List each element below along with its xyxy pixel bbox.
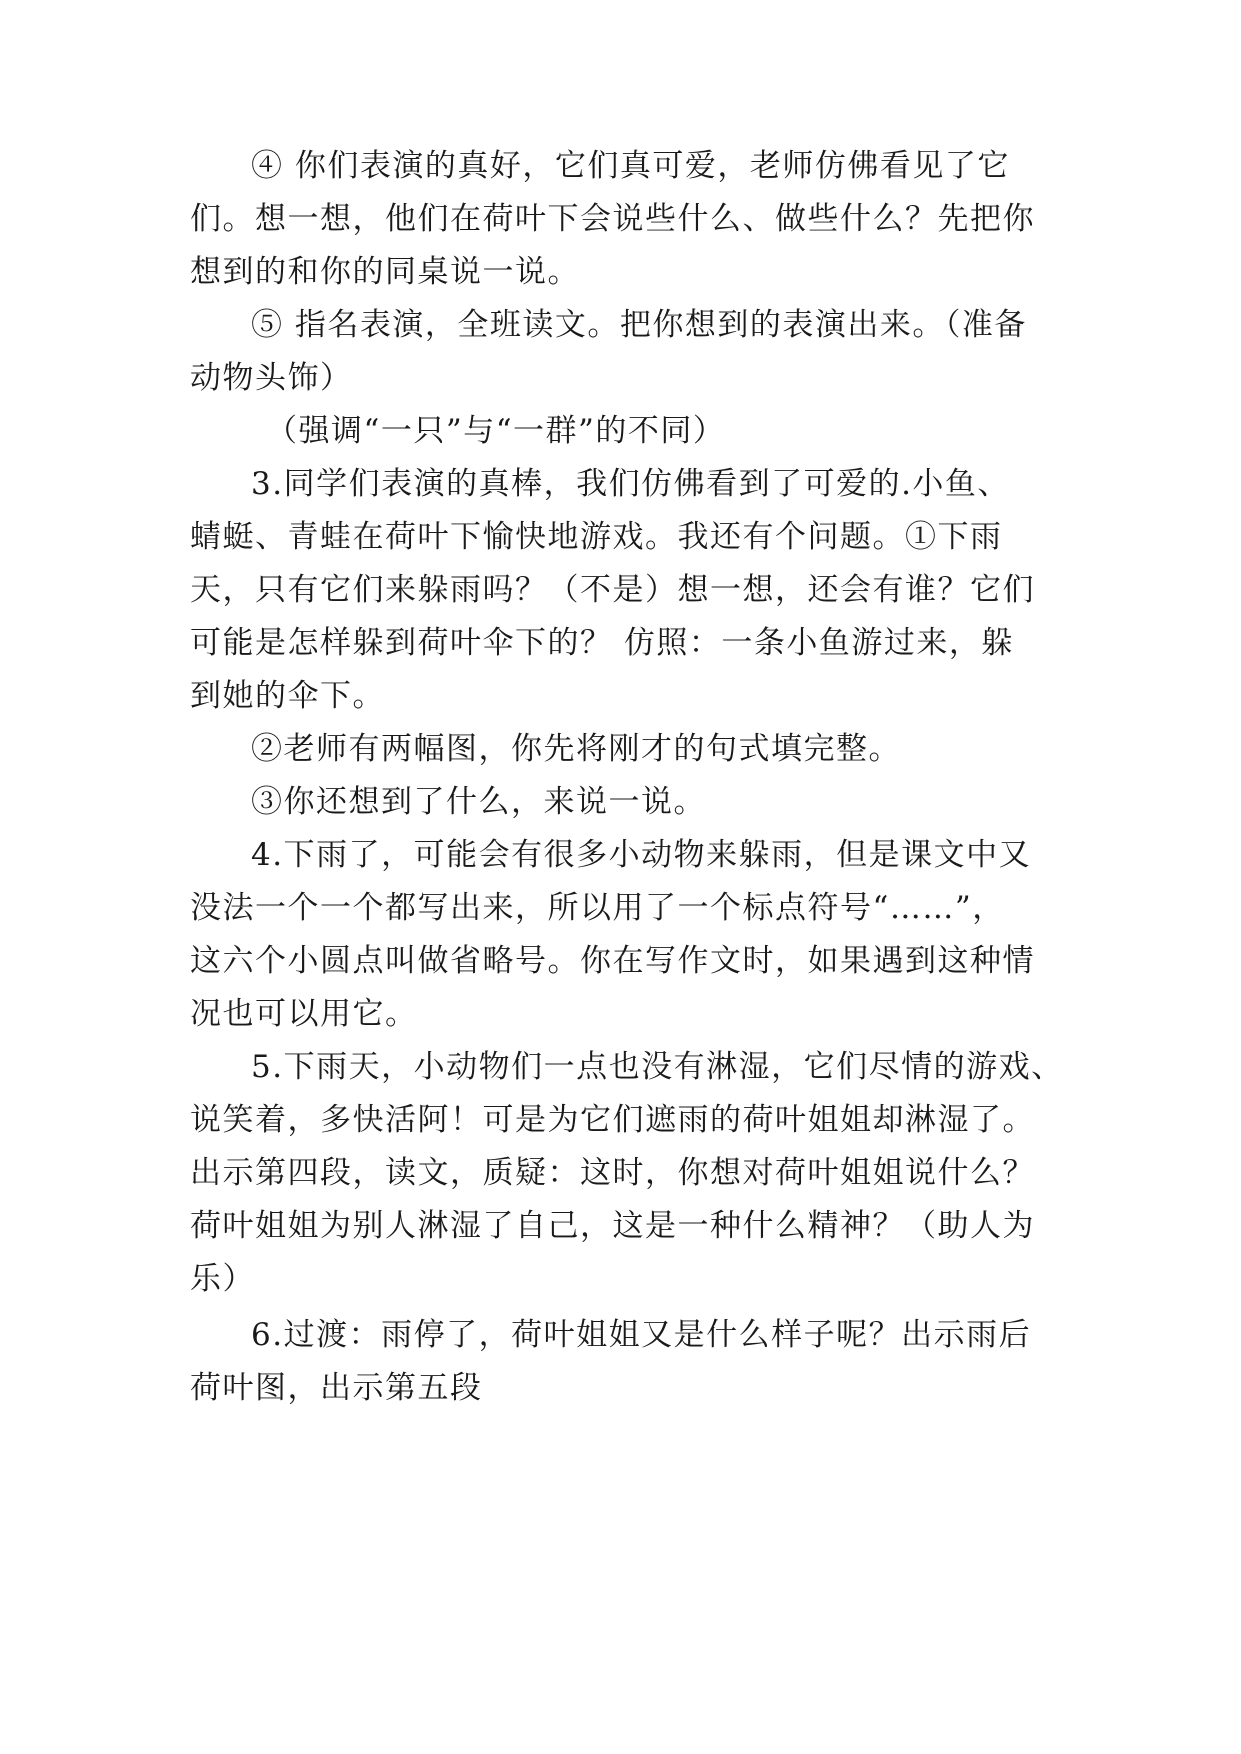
paragraph-line: 这六个小圆点叫做省略号。你在写作文时，如果遇到这种情 <box>190 943 1035 979</box>
paragraph-line: ⑤ 指名表演，全班读文。把你想到的表演出来。（准备 <box>251 307 1027 343</box>
paragraph-line: 到她的伞下。 <box>190 678 385 714</box>
paragraph-line: 说笑着，多快活阿！可是为它们遮雨的荷叶姐姐却淋湿了。 <box>190 1102 1035 1138</box>
paragraph-line: 天，只有它们来躲雨吗？（不是）想一想，还会有谁？它们 <box>190 572 1035 608</box>
paragraph-line: 可能是怎样躲到荷叶伞下的？ 仿照：一条小鱼游过来，躲 <box>190 625 1014 661</box>
paragraph-line: ②老师有两幅图，你先将刚才的句式填完整。 <box>251 731 901 767</box>
paragraph-line: 6.过渡：雨停了，荷叶姐姐又是什么样子呢？出示雨后 <box>251 1317 1032 1353</box>
paragraph-line: 荷叶姐姐为别人淋湿了自己，这是一种什么精神？（助人为 <box>190 1208 1035 1244</box>
paragraph-line: 乐） <box>190 1261 255 1297</box>
paragraph-line: 出示第四段，读文，质疑：这时，你想对荷叶姐姐说什么？ <box>190 1155 1035 1191</box>
paragraph-line: 动物头饰） <box>190 360 353 396</box>
paragraph-line: ③你还想到了什么，来说一说。 <box>251 784 706 820</box>
paragraph-line: （强调“一只”与“一群”的不同） <box>266 413 726 449</box>
paragraph-line: 们。想一想，他们在荷叶下会说些什么、做些什么？先把你 <box>190 201 1035 237</box>
paragraph-line: 蜻蜓、青蛙在荷叶下愉快地游戏。我还有个问题。①下雨 <box>190 519 1003 555</box>
paragraph-line: 荷叶图，出示第五段 <box>190 1370 483 1406</box>
paragraph-line: 3.同学们表演的真棒，我们仿佛看到了可爱的.小鱼、 <box>251 466 1010 502</box>
paragraph-line: 5.下雨天，小动物们一点也没有淋湿，它们尽情的游戏、 <box>251 1049 1064 1085</box>
paragraph-line: 况也可以用它。 <box>190 996 418 1032</box>
paragraph-line: 4.下雨了，可能会有很多小动物来躲雨，但是课文中又 <box>251 837 1032 873</box>
paragraph-line: ④ 你们表演的真好，它们真可爱，老师仿佛看见了它 <box>251 148 1010 184</box>
paragraph-line: 想到的和你的同桌说一说。 <box>190 254 580 290</box>
paragraph-line: 没法一个一个都写出来，所以用了一个标点符号“……”， <box>190 890 1005 926</box>
